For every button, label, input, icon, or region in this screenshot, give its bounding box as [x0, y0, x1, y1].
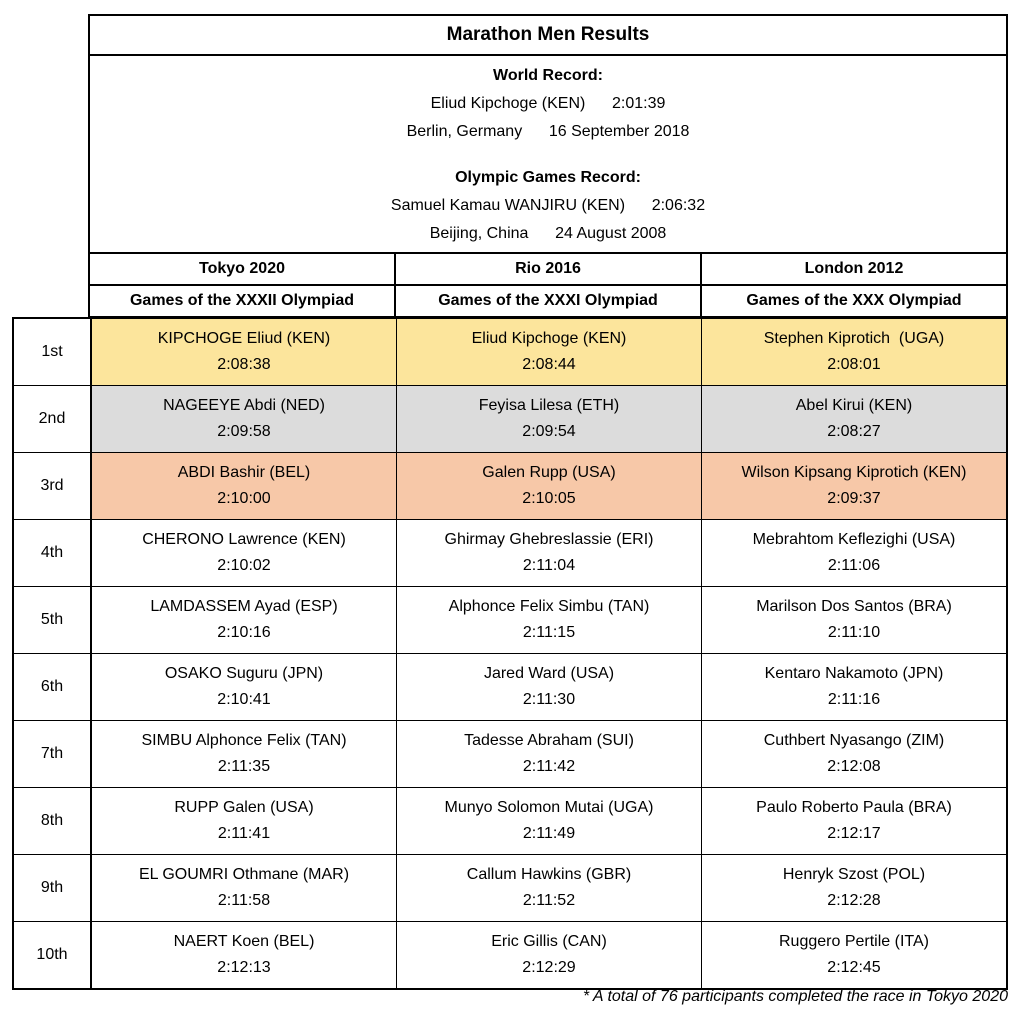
result-cell: [397, 922, 702, 988]
athlete-name: Abel Kirui (KEN): [795, 397, 913, 414]
result-cell: [397, 520, 702, 586]
result-cell: [92, 654, 397, 720]
finish-time: 2:10:02: [217, 557, 271, 574]
finish-time: 2:11:35: [217, 758, 271, 775]
result-cell: [92, 453, 397, 519]
athlete-name: OSAKO Suguru (JPN): [164, 665, 324, 682]
finish-time: 2:11:06: [827, 557, 881, 574]
table-row: [14, 452, 1006, 519]
result-cell: [702, 855, 1006, 921]
finish-time: 2:11:10: [827, 624, 881, 641]
table-row: [14, 519, 1006, 586]
result-cell: [702, 922, 1006, 988]
olympic-record-venue: Beijing, China 24 August 2008: [429, 225, 667, 242]
athlete-name: Kentaro Nakamoto (JPN): [764, 665, 944, 682]
result-cell: [92, 386, 397, 452]
rank-cell: 2nd: [14, 386, 92, 452]
athlete-name: Wilson Kipsang Kiprotich (KEN): [741, 464, 967, 481]
table-row: [14, 385, 1006, 452]
rank-cell: 1st: [14, 319, 92, 385]
finish-time: 2:08:01: [827, 356, 881, 373]
results-table: [12, 317, 1008, 990]
result-cell: [397, 721, 702, 787]
athlete-name: Eric Gillis (CAN): [491, 933, 607, 950]
result-cell: [702, 319, 1006, 385]
result-cell: [702, 386, 1006, 452]
athlete-name: Eliud Kipchoge (KEN): [471, 330, 627, 347]
rank-cell: 10th: [14, 922, 92, 988]
result-cell: [397, 654, 702, 720]
rank-cell: 4th: [14, 520, 92, 586]
result-cell: [702, 520, 1006, 586]
olympiad-tokyo: Games of the XXXII Olympiad: [88, 284, 396, 318]
result-cell: [92, 587, 397, 653]
finish-time: 2:08:27: [827, 423, 881, 440]
athlete-name: SIMBU Alphonce Felix (TAN): [141, 732, 347, 749]
table-row: [14, 653, 1006, 720]
world-record-venue: Berlin, Germany 16 September 2018: [406, 123, 690, 140]
athlete-name: Marilson Dos Santos (BRA): [756, 598, 952, 615]
result-cell: [702, 453, 1006, 519]
finish-time: 2:11:49: [522, 825, 576, 842]
result-cell: [397, 587, 702, 653]
olympic-record-heading: Olympic Games Record:: [455, 169, 641, 186]
rank-cell: 7th: [14, 721, 92, 787]
athlete-name: Henryk Szost (POL): [782, 866, 926, 883]
result-cell: [92, 855, 397, 921]
result-cell: [397, 386, 702, 452]
footnote: * A total of 76 participants completed the race in Tokyo 2020: [582, 988, 1008, 1005]
rank-cell: 8th: [14, 788, 92, 854]
finish-time: 2:11:04: [522, 557, 576, 574]
result-cell: [702, 788, 1006, 854]
finish-time: 2:12:29: [522, 959, 576, 976]
athlete-name: Alphonce Felix Simbu (TAN): [448, 598, 650, 615]
result-cell: [92, 721, 397, 787]
table-row: [14, 787, 1006, 854]
athlete-name: ABDI Bashir (BEL): [177, 464, 311, 481]
finish-time: 2:11:52: [522, 892, 576, 909]
rank-cell: 9th: [14, 855, 92, 921]
table-title: Marathon Men Results: [88, 14, 1008, 56]
records-box: [88, 54, 1008, 254]
result-cell: [702, 721, 1006, 787]
athlete-name: Ghirmay Ghebreslassie (ERI): [444, 531, 654, 548]
header-rio: Rio 2016: [394, 252, 702, 286]
finish-time: 2:08:44: [522, 356, 576, 373]
athlete-name: Jared Ward (USA): [483, 665, 615, 682]
finish-time: 2:10:05: [522, 490, 576, 507]
header-tokyo: Tokyo 2020: [88, 252, 396, 286]
finish-time: 2:09:54: [522, 423, 576, 440]
result-cell: [397, 855, 702, 921]
finish-time: 2:12:28: [827, 892, 881, 909]
result-cell: [397, 453, 702, 519]
finish-time: 2:12:08: [827, 758, 881, 775]
athlete-name: Stephen Kiprotich (UGA): [763, 330, 945, 347]
result-cell: [702, 654, 1006, 720]
athlete-name: Tadesse Abraham (SUI): [464, 732, 634, 749]
athlete-name: Munyo Solomon Mutai (UGA): [444, 799, 654, 816]
athlete-name: LAMDASSEM Ayad (ESP): [150, 598, 338, 615]
athlete-name: CHERONO Lawrence (KEN): [142, 531, 346, 548]
athlete-name: Mebrahtom Keflezighi (USA): [752, 531, 956, 548]
games-city-header: [88, 252, 1008, 286]
athlete-name: KIPCHOGE Eliud (KEN): [157, 330, 331, 347]
athlete-name: Galen Rupp (USA): [482, 464, 616, 481]
finish-time: 2:12:45: [827, 959, 881, 976]
finish-time: 2:12:17: [827, 825, 881, 842]
result-cell: [92, 520, 397, 586]
finish-time: 2:11:15: [522, 624, 576, 641]
games-olympiad-header: [88, 284, 1008, 318]
athlete-name: Cuthbert Nyasango (ZIM): [763, 732, 945, 749]
olympiad-london: Games of the XXX Olympiad: [700, 284, 1008, 318]
finish-time: 2:10:41: [217, 691, 271, 708]
rank-cell: 6th: [14, 654, 92, 720]
table-row: [14, 720, 1006, 787]
result-cell: [397, 788, 702, 854]
athlete-name: Callum Hawkins (GBR): [466, 866, 632, 883]
athlete-name: Ruggero Pertile (ITA): [779, 933, 929, 950]
result-cell: [397, 319, 702, 385]
world-record-heading: World Record:: [493, 67, 603, 84]
finish-time: 2:09:58: [217, 423, 271, 440]
rank-cell: 5th: [14, 587, 92, 653]
result-cell: [702, 587, 1006, 653]
finish-time: 2:08:38: [217, 356, 271, 373]
table-row: [14, 854, 1006, 921]
finish-time: 2:10:00: [217, 490, 271, 507]
finish-time: 2:11:41: [217, 825, 271, 842]
finish-time: 2:12:13: [217, 959, 271, 976]
table-row: [14, 319, 1006, 385]
result-cell: [92, 319, 397, 385]
table-row: [14, 586, 1006, 653]
rank-cell: 3rd: [14, 453, 92, 519]
athlete-name: EL GOUMRI Othmane (MAR): [138, 866, 350, 883]
olympiad-rio: Games of the XXXI Olympiad: [394, 284, 702, 318]
finish-time: 2:09:37: [827, 490, 881, 507]
athlete-name: Feyisa Lilesa (ETH): [478, 397, 620, 414]
result-cell: [92, 788, 397, 854]
athlete-name: NAGEEYE Abdi (NED): [163, 397, 325, 414]
finish-time: 2:11:30: [522, 691, 576, 708]
olympic-record-holder: Samuel Kamau WANJIRU (KEN) 2:06:32: [390, 197, 706, 214]
table-row: [14, 921, 1006, 988]
finish-time: 2:11:16: [827, 691, 881, 708]
world-record-holder: Eliud Kipchoge (KEN) 2:01:39: [430, 95, 666, 112]
athlete-name: NAERT Koen (BEL): [173, 933, 315, 950]
athlete-name: Paulo Roberto Paula (BRA): [756, 799, 952, 816]
header-london: London 2012: [700, 252, 1008, 286]
athlete-name: RUPP Galen (USA): [174, 799, 314, 816]
finish-time: 2:10:16: [217, 624, 271, 641]
result-cell: [92, 922, 397, 988]
finish-time: 2:11:42: [522, 758, 576, 775]
finish-time: 2:11:58: [217, 892, 271, 909]
